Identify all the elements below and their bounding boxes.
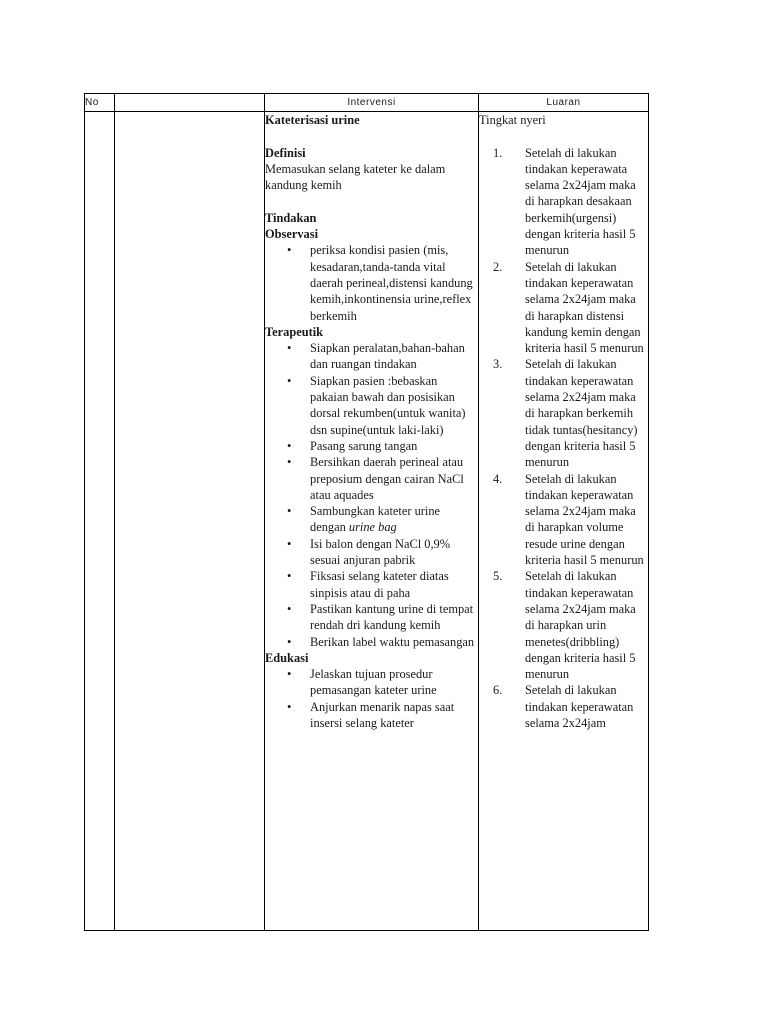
content-row (85, 112, 649, 931)
no-cell (85, 112, 115, 931)
terapeutik-item: • Siapkan pasien :bebaskan pakaian bawah dan posisikan dorsal rekumben(untuk wanita) dsn supine(untuk laki-laki) (265, 373, 478, 438)
luaran-item (479, 568, 648, 682)
luaran-item-text: Setelah di lakukan tindakan keperawatan selama 2x24jam maka di harapkan distensi kandung kemin dengan kriteria hasil 5 menurun (525, 259, 644, 356)
urine-bag-term: urine bag (348, 520, 397, 535)
terapeutik-item: • Siapkan peralatan,bahan-bahan dan ruangan tindakan (265, 340, 478, 373)
header-no: No (85, 94, 115, 112)
observasi-list (265, 242, 478, 323)
luaran-cell (479, 112, 649, 931)
luaran-item-number: 3. (493, 357, 503, 372)
luaran-item-number: 6. (493, 683, 503, 698)
luaran-item (479, 682, 648, 731)
edukasi-heading: Edukasi (265, 650, 309, 665)
intervention-title: Kateterisasi urine (265, 113, 360, 127)
edukasi-list (265, 666, 478, 731)
luaran-item-text: Setelah di lakukan tindakan keperawatan selama 2x24jam (525, 683, 634, 730)
spacer (265, 193, 478, 209)
spacer (479, 128, 648, 144)
terapeutik-item: • Isi balon dengan NaCl 0,9% sesuai anjuran pabrik (265, 536, 478, 569)
terapeutik-item-text: Sambungkan kateter urine dengan (310, 504, 441, 535)
terapeutik-item: • Fiksasi selang kateter diatas sinpisis atau di paha (265, 568, 478, 601)
observasi-item: • periksa kondisi pasien (mis, kesadaran,tanda-tanda vital daerah perineal,distensi kandung kemih,inkontinensia urine,reflex berkemih (265, 242, 478, 323)
definisi-text: Memasukan selang kateter ke dalam kandung kemih (265, 161, 446, 193)
header-blank (115, 94, 265, 112)
luaran-heading: Tingkat nyeri (479, 113, 546, 127)
luaran-item (479, 259, 648, 357)
header-row (85, 94, 649, 112)
spacer (265, 128, 478, 144)
header-luaran: Luaran (479, 94, 649, 112)
intervention-table (84, 93, 649, 931)
luaran-item-text: Setelah di lakukan tindakan keperawata selama 2x24jam maka di harapkan desakaan berkemih(urgensi) dengan kriteria hasil 5 menurun (525, 145, 636, 258)
terapeutik-heading: Terapeutik (265, 324, 324, 339)
luaran-item (479, 356, 648, 470)
luaran-item-text: Setelah di lakukan tindakan keperawatan selama 2x24jam maka di harapkan urin menetes(dribbling) dengan kriteria hasil 5 menurun (525, 569, 636, 682)
luaran-item-number: 4. (493, 471, 503, 486)
terapeutik-item: • Bersihkan daerah perineal atau preposium dengan cairan NaCl atau aquades (265, 454, 478, 503)
observasi-heading: Observasi (265, 227, 319, 242)
tindakan-heading: Tindakan (265, 210, 317, 225)
intervensi-cell (265, 112, 479, 931)
terapeutik-list (265, 340, 478, 650)
luaran-list (479, 145, 648, 732)
edukasi-item: • Anjurkan menarik napas saat insersi selang kateter (265, 699, 478, 732)
luaran-item-text: Setelah di lakukan tindakan keperawatan selama 2x24jam maka di harapkan berkemih tidak tuntas(hesitancy) dengan kriteria hasil 5 menurun (525, 357, 638, 470)
luaran-item (479, 471, 648, 569)
luaran-item-number: 2. (493, 259, 503, 274)
luaran-item-number: 1. (493, 145, 503, 160)
luaran-item (479, 145, 648, 259)
header-intervensi: Intervensi (265, 94, 479, 112)
luaran-item-number: 5. (493, 569, 503, 584)
terapeutik-item (265, 503, 478, 536)
terapeutik-item: • Berikan label waktu pemasangan (265, 634, 478, 650)
definisi-heading: Definisi (265, 145, 306, 160)
terapeutik-item: • Pastikan kantung urine di tempat rendah dri kandung kemih (265, 601, 478, 634)
diagnosis-cell (115, 112, 265, 931)
terapeutik-item: • Pasang sarung tangan (265, 438, 478, 454)
luaran-item-text: Setelah di lakukan tindakan keperawatan selama 2x24jam maka di harapkan volume resude urine dengan kriteria hasil 5 menurun (525, 471, 644, 568)
edukasi-item: • Jelaskan tujuan prosedur pemasangan kateter urine (265, 666, 478, 699)
